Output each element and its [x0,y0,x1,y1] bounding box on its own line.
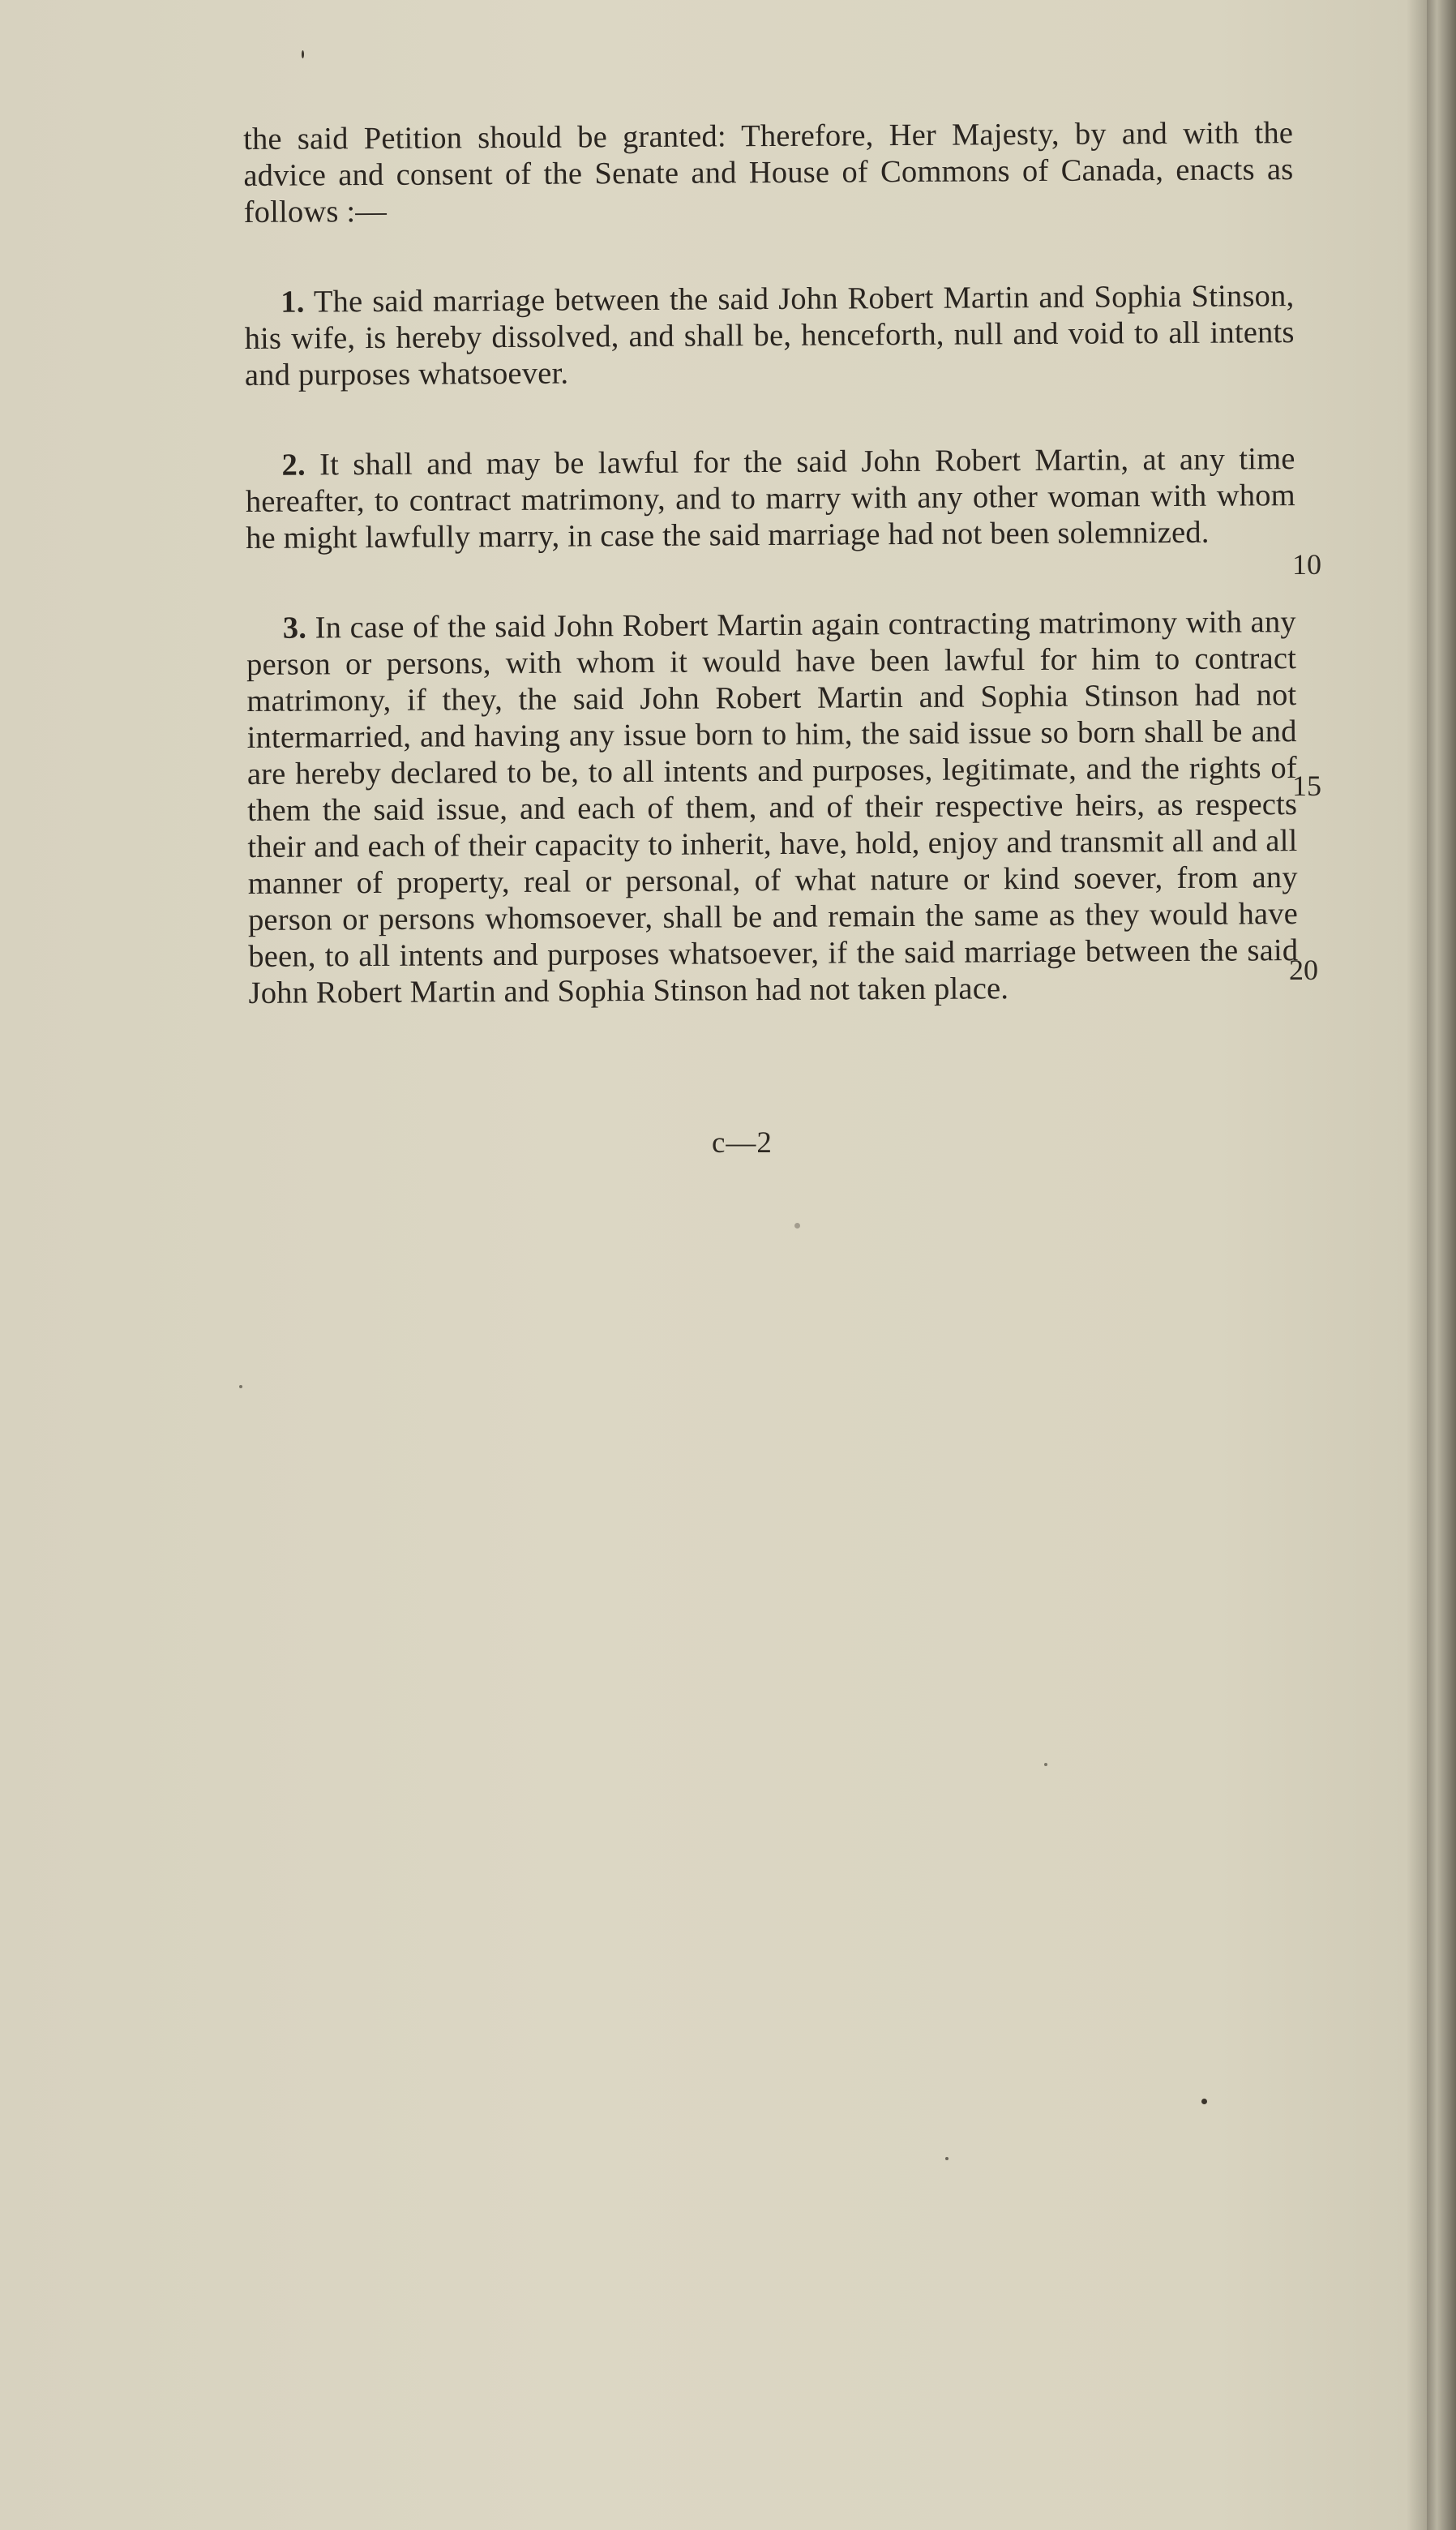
section-2-paragraph [245,441,1295,557]
bill-text-body [243,115,1299,1066]
enacting-clause-paragraph [243,115,1294,231]
section-3-text: In case of the said John Robert Martin again contracting matrimony with any person or persons, with whom it would have been lawful for him to contract matrimony, if they, the said John Robert Martin and Sophia Stinson had not intermarried, and having any issue born to him, the said issue so born shall be and are hereby declared to be, to all intents and purposes, legitimate, and the rights of them the said issue, and each of them, and of their respective heirs, as respects their and each of their capacity to inherit, have, hold, enjoy and transmit all and all manner of property, real or personal, of what nature or kind soever, from any person or persons whomsoever, shall be and remain the same as they would have been, to all intents and purposes whatsoever, if the said marriage between the said John Robert Martin and Sophia Stinson had not taken place. [246,605,1299,1010]
paper-speck [239,1385,242,1388]
margin-line-number-20: 20 [1289,954,1318,986]
binding-shadow [1407,0,1427,2530]
section-3-number: 3. [282,611,307,645]
section-1-number: 1. [280,285,305,319]
margin-line-number-15: 15 [1292,770,1321,802]
section-1-paragraph [244,278,1295,394]
section-2-number: 2. [281,448,306,482]
paper-speck [1201,2099,1207,2104]
page-folio: c—2 [712,1126,773,1160]
section-3-paragraph [246,604,1299,1012]
book-binding-edge [1427,0,1456,2530]
section-2-text: It shall and may be lawful for the said John Robert Martin, at any time hereafter, to contract matrimony, and to marry with any other woman with whom he might lawfully marry, in case the said marriage had not been solemnized. [245,442,1295,555]
paper-speck [945,2157,949,2160]
enacting-clause-text: the said Petition should be granted: Therefore, Her Majesty, by and with the advice and consent of the Senate and House of Commons of Canada, enacts as follows :— [243,116,1294,229]
paper-speck [794,1223,800,1229]
paper-speck [302,50,304,58]
section-1-text: The said marriage between the said John Robert Martin and Sophia Stinson, his wife, is hereby dissolved, and shall be, henceforth, null and void to all intents and purposes whatsoever. [244,279,1295,392]
paper-speck [1044,1763,1047,1766]
margin-line-number-10: 10 [1292,548,1321,581]
